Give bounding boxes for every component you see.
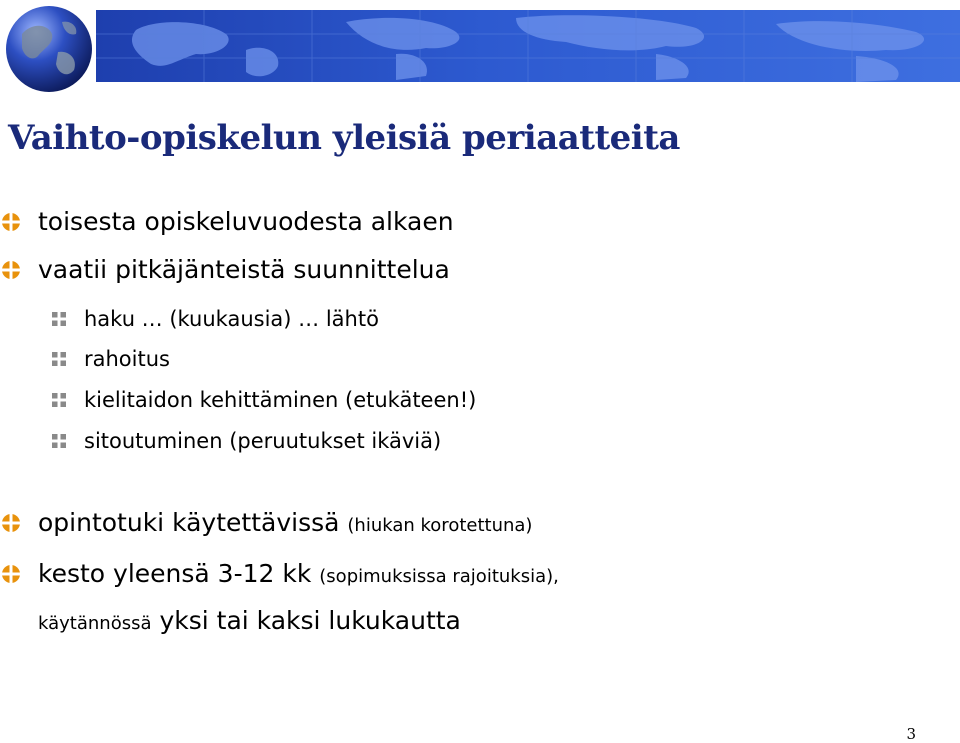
globe-logo-icon: [4, 4, 94, 94]
header-banner: [96, 10, 960, 82]
bullet-grey-icon: [52, 434, 66, 448]
slide-title: Vaihto-opiskelun yleisiä periaatteita: [8, 118, 680, 158]
bullet-grey-icon: [52, 393, 66, 407]
kaytannossa-text: yksi tai kaksi lukukautta: [159, 606, 461, 635]
sub-bullet-text: rahoitus: [84, 347, 170, 371]
bullet-text: vaatii pitkäjänteistä suunnittelua: [38, 255, 450, 284]
world-map-graphic: [96, 10, 960, 82]
bullet-orange-icon: [0, 563, 22, 585]
kaytannossa-prefix: käytännössä: [38, 613, 152, 634]
bullet-orange-icon: [0, 512, 22, 534]
opintotuki-note: (hiukan korotettuna): [347, 515, 533, 536]
kesto-text: kesto yleensä 3-12 kk: [38, 559, 312, 588]
page-number: 3: [906, 725, 916, 743]
kesto-note: (sopimuksissa rajoituksia),: [319, 566, 559, 587]
sub-bullet-text: sitoutuminen (peruutukset ikäviä): [84, 429, 442, 453]
sub-bullet-text: kielitaidon kehittäminen (etukäteen!): [84, 388, 477, 412]
bullet-grey-icon: [52, 352, 66, 366]
bullet-text: toisesta opiskeluvuodesta alkaen: [38, 207, 454, 236]
bullet-orange-icon: [0, 259, 22, 281]
bullet-orange-icon: [0, 211, 22, 233]
opintotuki-text: opintotuki käytettävissä: [38, 508, 340, 537]
sub-bullet-text: haku … (kuukausia) … lähtö: [84, 307, 379, 331]
bullet-grey-icon: [52, 312, 66, 326]
